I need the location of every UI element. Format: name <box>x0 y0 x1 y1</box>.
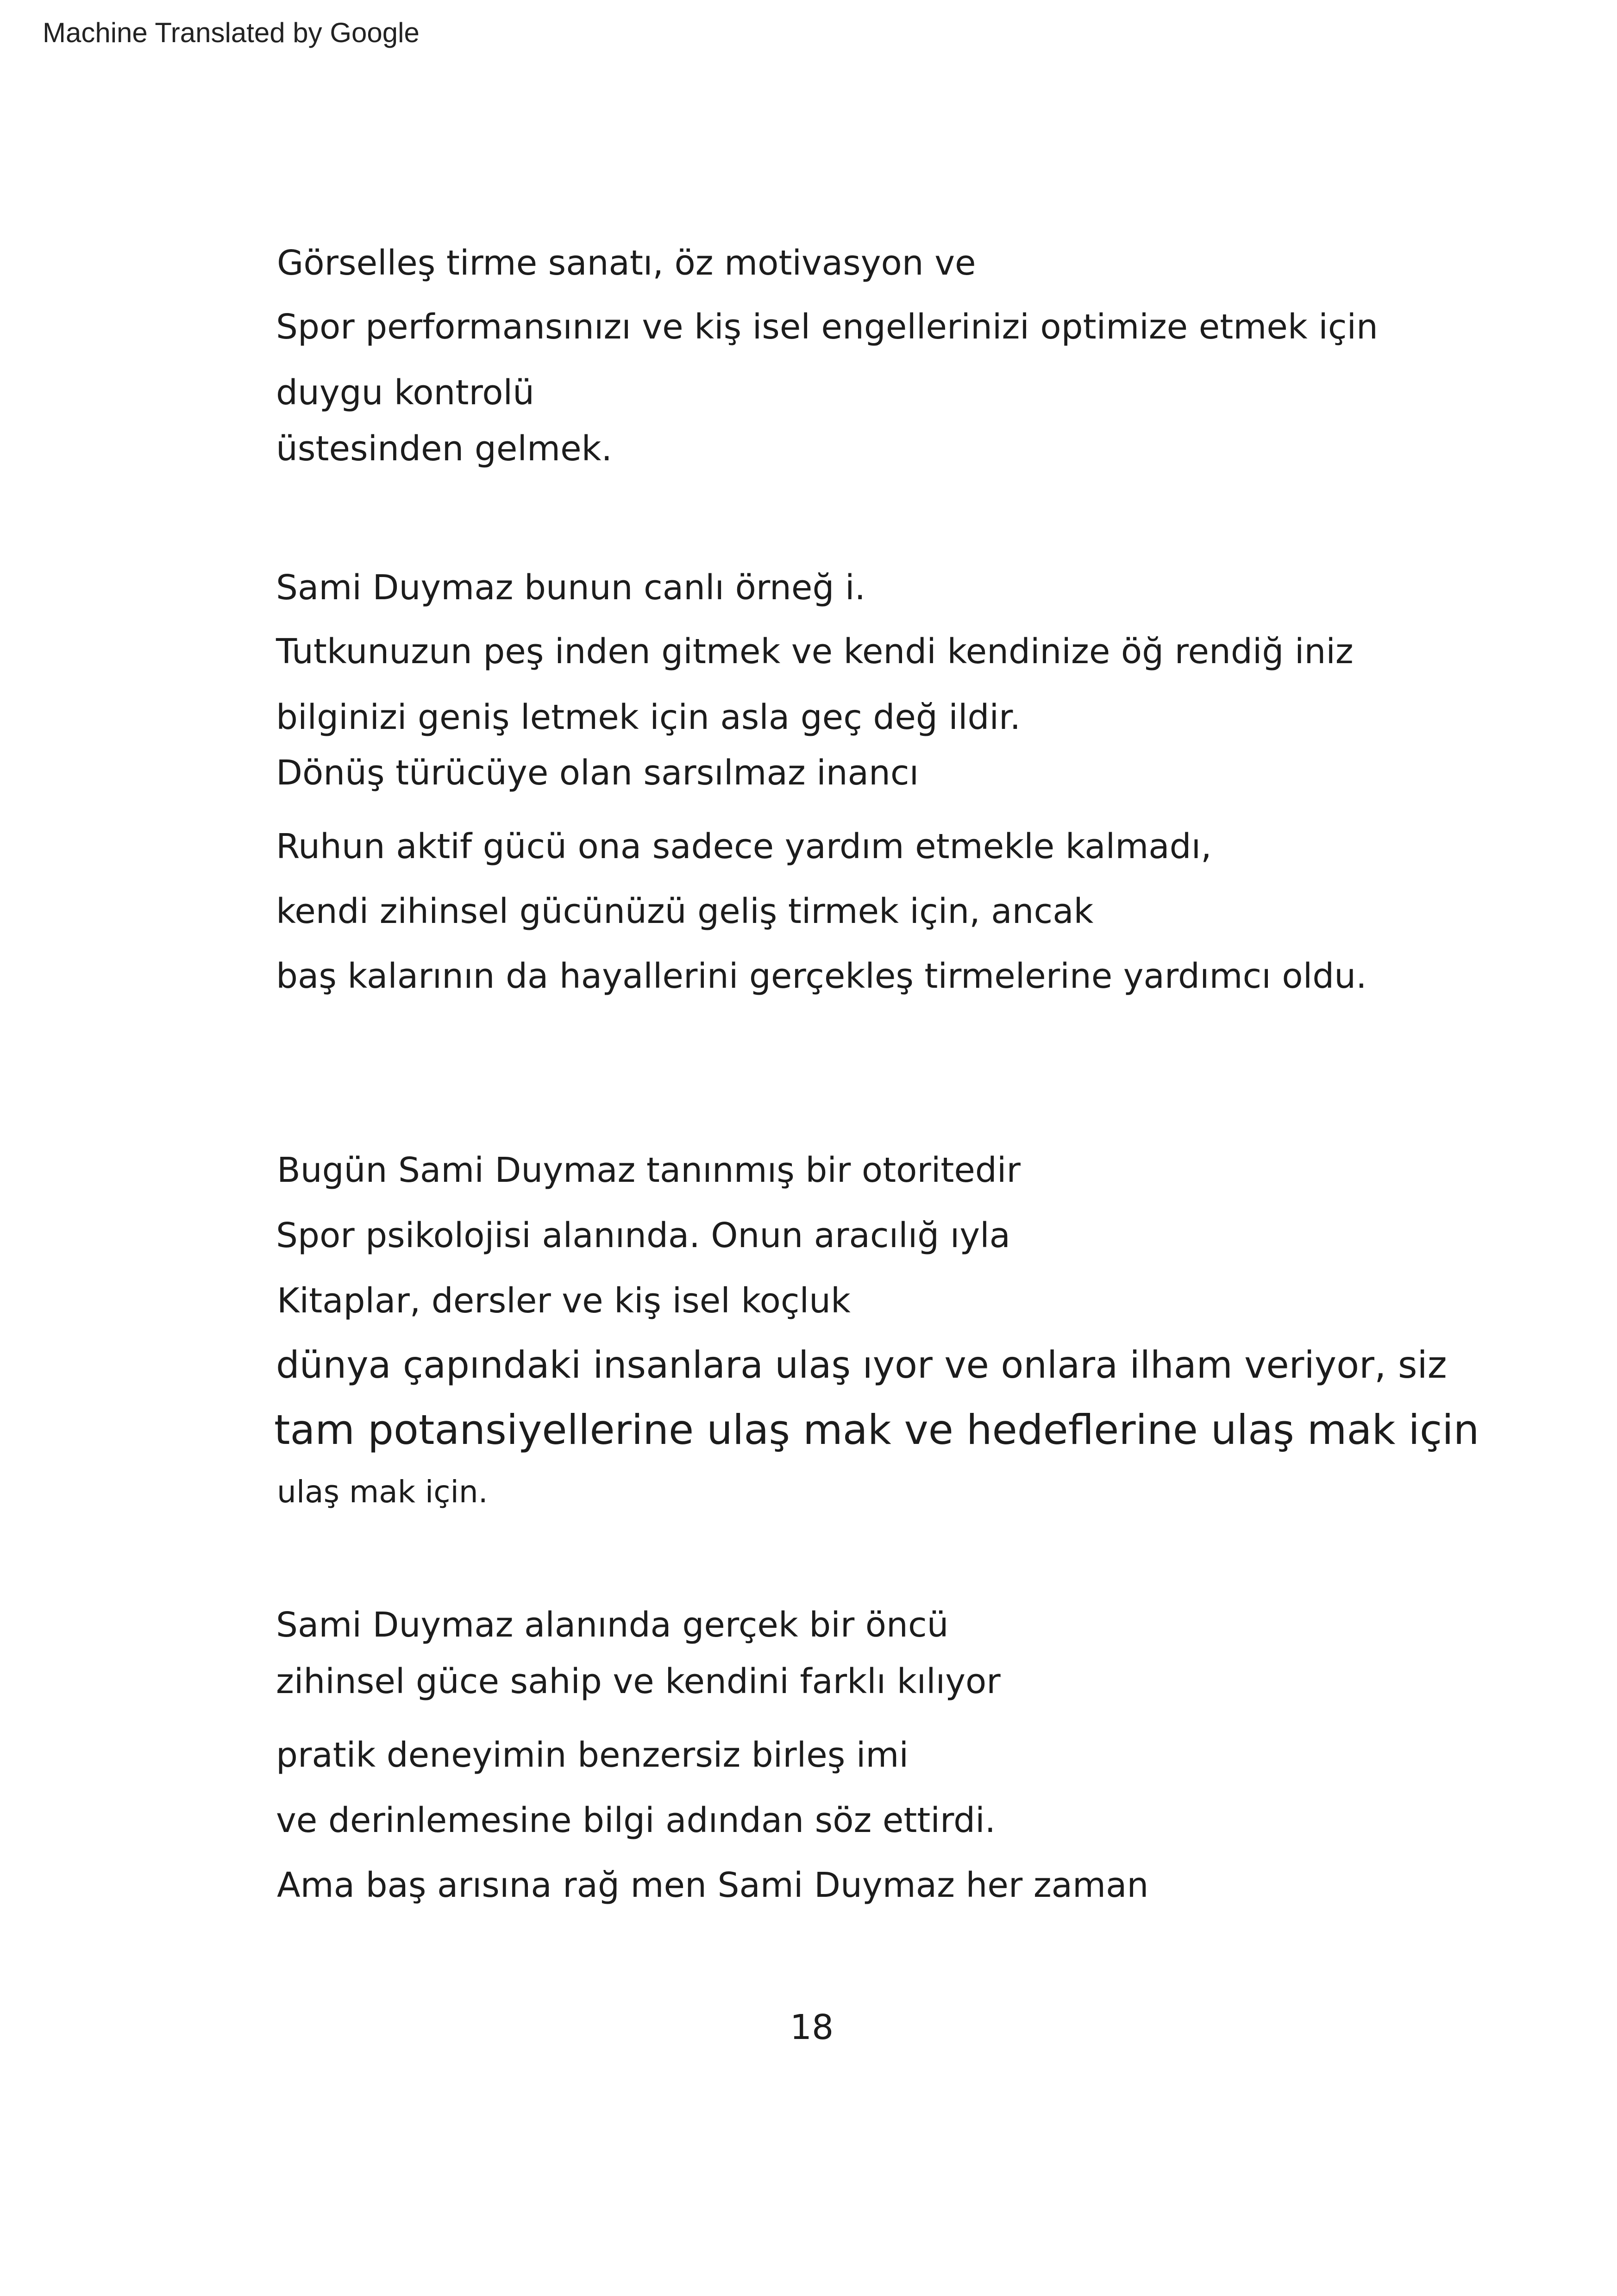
text-line: duygu kontrolü <box>276 373 534 413</box>
machine-translation-watermark: Machine Translated by Google <box>43 17 420 48</box>
text-line: Kitaplar, dersler ve kiş isel koçluk <box>277 1281 851 1321</box>
text-line: Sami Duymaz bunun canlı örneğ i. <box>276 568 866 608</box>
text-line: kendi zihinsel gücünüzü geliş tirmek için, ancak <box>276 891 1094 931</box>
text-line: dünya çapındaki insanlara ulaş ıyor ve onlara ilham veriyor, siz <box>276 1343 1447 1386</box>
text-line: ve derinlemesine bilgi adından söz ettirdi. <box>276 1800 996 1840</box>
text-line: üstesinden gelmek. <box>276 429 612 469</box>
text-line: Dönüş türücüye olan sarsılmaz inancı <box>276 753 919 793</box>
text-line: Spor performansınızı ve kiş isel engellerinizi optimize etmek için <box>276 307 1378 347</box>
text-line: bilginizi geniş letmek için asla geç değ ildir. <box>276 697 1021 737</box>
text-line: tam potansiyellerine ulaş mak ve hedeflerine ulaş mak için <box>274 1406 1479 1454</box>
text-line: baş kalarının da hayallerini gerçekleş tirmelerine yardımcı oldu. <box>276 956 1367 996</box>
text-line: Bugün Sami Duymaz tanınmış bir otoritedir <box>277 1150 1021 1190</box>
page-number: 18 <box>790 2007 834 2047</box>
text-line: Ruhun aktif gücü ona sadece yardım etmekle kalmadı, <box>276 827 1212 866</box>
text-line: ulaş mak için. <box>277 1474 488 1510</box>
text-line: pratik deneyimin benzersiz birleş imi <box>276 1735 909 1775</box>
text-line: Sami Duymaz alanında gerçek bir öncü <box>276 1605 949 1645</box>
text-line: Tutkunuzun peş inden gitmek ve kendi kendinize öğ rendiğ iniz <box>276 632 1354 671</box>
text-line: zihinsel güce sahip ve kendini farklı kılıyor <box>276 1662 1001 1701</box>
text-line: Ama baş arısına rağ men Sami Duymaz her zaman <box>277 1865 1149 1905</box>
text-line: Spor psikolojisi alanında. Onun aracılığ ıyla <box>276 1216 1011 1255</box>
text-line: Görselleş tirme sanatı, öz motivasyon ve <box>277 243 976 283</box>
